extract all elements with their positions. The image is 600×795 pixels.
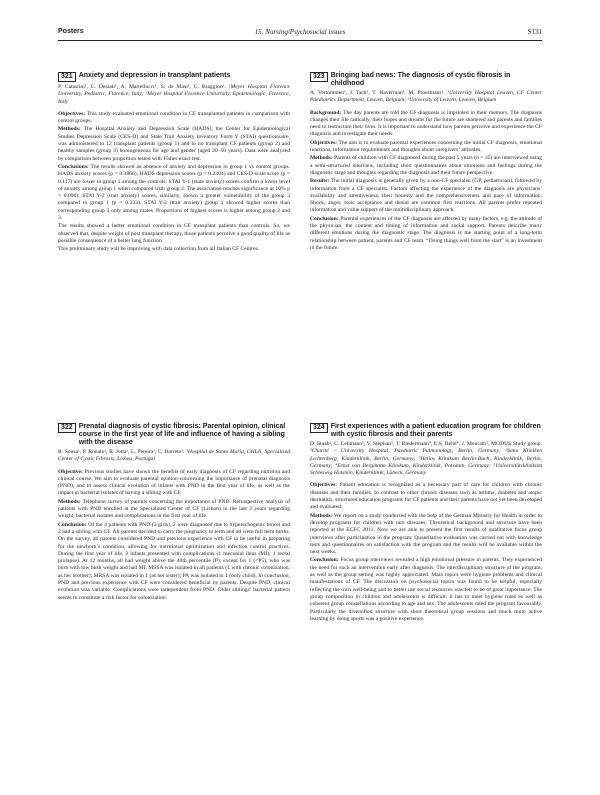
section-text: This study evaluated emotional condition in CF transplanted patients in comparison with control groups.: [58, 110, 290, 125]
abstract-affiliation: ¹University Hospital Leuven, CF Center Paediatrics Department, Leuven, Belgium; ²University of Leuven, Leuven, Belgium: [310, 90, 543, 104]
section-label: Conclusion:: [310, 557, 339, 564]
section-text: The aim is to evaluate parental experiences concerning the initial CF diagnosis, emotional reactions, information requirements and thoughts about caregivers’ attitudes.: [310, 139, 542, 154]
abstract-section: [310, 110, 542, 139]
page-header: [58, 28, 542, 40]
section-label: Objectives:: [58, 110, 86, 117]
section-label: Methods:: [58, 498, 81, 505]
section-text: The day parents are told the CF diagnosis is imprinted in their memory. The diagnosis changes their life radically, their hopes and dreams for the future are shattered and parents and families need to restructure their lives. It is important to understand how parents perceive and experience the CF diagnosis and investigate their needs.: [310, 109, 542, 138]
abstract-323: [310, 72, 542, 253]
abstract-authors: R. Sousa¹, P. Ronalo¹, R. Jotta¹, L. Pereira¹, C. Barreto¹. ¹Hospital de Santa Maria, CHLN, Specialized Center of Cystic Fibrosis, Lisboa, Portugal: [58, 449, 290, 463]
abstract-title: 323 Bringing bad news: The diagnosis of cystic fibrosis in childhood: [310, 72, 542, 88]
section-text: The initial diagnosis is generally given by a non-CF specialist (GP, pediatrician), followed by information from a CF specialist. Factors affecting the experience of the diagnosis are physicians’ availability and attentiveness, their honesty and the comprehensiveness and pace of information. Shock, anger, stoic acceptance and denial are common first reactions. All parents prefer repeated information and value support of the multidisciplinary approach.: [310, 178, 542, 214]
abstract-title: 322 Prenatal diagnosis of cystic fibrosis: Parental opinion, clinical course in the first year of life and influence of having a sibling with the disease: [58, 423, 290, 447]
abstract-322: [58, 423, 290, 603]
abstract-title: 321 Anxiety and depression in transplant patients: [58, 72, 290, 82]
abstract-affiliation: ¹Hospital de Santa Maria, CHLN, Specialized Center of Cystic Fibrosis, Lisboa, Portugal: [58, 449, 290, 463]
abstract-number: 324: [310, 423, 328, 433]
header-left: Posters: [58, 28, 84, 35]
abstract-section: [310, 178, 542, 214]
section-label: Methods:: [310, 512, 333, 519]
abstract-section: [58, 111, 290, 126]
abstract-section: [58, 223, 290, 245]
header-section: 15. Nursing/Psychosocial issues: [254, 28, 346, 36]
section-label: Objective:: [58, 468, 83, 475]
abstract-section: [58, 126, 290, 162]
abstract-number: 322: [58, 423, 76, 433]
abstract-section: [310, 513, 542, 557]
section-text: Of the 4 patients with PND (3 girls), 2 were diagnosed due to hyperechogenic bowel and 2 had a sibling with CF. All parents decided to carry the pregnancy to term and all were full term births. On the survey, all parents considered PND and previous experience with CF to be useful in preparing for the newborn’s condition, allowing for nutritional optimization and infection control practices. During the first year of life, 2 infants presented with complications (1 meconial ileus (MI); 1 rectal prolapse). At 12 months, all had weight above the 40th percentile (P), except for 1 (<P5), who was born with low birth weight and had MI. MSSA was isolated in all patients (1 with chronic colonization, as her brother); MRSA was isolated in 1 (as her sister); PA was isolated in 1 (only child). In conclusion, PND and previous experience with CF were considered beneficial by parents. Despite PND, clinical evolution was variable. Complications were independent from PND. Older siblings’ bacterial pattern seems to constitute a risk factor for colonization.: [58, 521, 291, 601]
abstract-section: [58, 469, 290, 498]
header-rule: [58, 40, 542, 41]
section-text: Parental experiences of the CF diagnosis are affected by many factors, e.g. the attitude of the physician, the content and timing of information and social support. Parents describe many different emotions during the diagnostic stage. The diagnosis is the starting point of a long-term relationship between patient, parents and CF team. “Doing things well from the start” is an investment in the future.: [310, 215, 542, 251]
abstract-affiliation: ¹Charité – University Hospital, Paediatric Pulmonology, Berlin, Germany; ²Sana Kliniken Lichtenberg, Kinderklinik, Berlin, Germany; ³Helios Klinikum Berlin-Buch, Kinderklinik, Berlin, Germany; ⁴Ernst von Bergmann Klinikum, Kinderklinik, Potsdam, Germany; ⁵Universitätsklinikum Schleswig Holstein, Kinderklinik, Lübeck, Germany: [310, 448, 542, 477]
abstract-324: [310, 423, 542, 624]
section-label: Conclusion:: [310, 215, 339, 222]
section-text: We report on a study conducted with the help of the German Ministry for Health in order to develop programs for children with rare diseases. Theoretical background and structure have been reported at the ECFC 2011. Now we are able to present the first results of qualitative focus group interviews after participation in the program. Quantitative evaluation was carried out with knowledge tests and questionnaires on satisfaction with the program and the results will be available within the next weeks.: [310, 512, 542, 556]
abstract-section: [58, 246, 290, 253]
abstract-section: [310, 482, 542, 511]
section-label: Objectives:: [310, 482, 338, 489]
section-text: The Hospital Anxiety and Depression Scale (HADS), the Center for Epidemiological Studies Depression Scale (CES-D) and State Trait Anxiety Inventory Form Y (STAI) questionnaire, was administered to 12 transplant patients (group 1) and to no transplant CF patients (group 2) and healthy samples (group 3) homogeneous for age and gender (aged 20–50 years). Data were analyzed by comparison between proportion tested with Fisher exact test.: [58, 126, 290, 162]
abstract-section: [310, 140, 542, 155]
page-number: S131: [527, 28, 542, 36]
section-text: Parents of children with CF diagnosed during the past 5 years (n = 35) are interviewed using a semi-structured interview, including short questionnaires about emotions and feelings during the diagnostic stage and thoughts regarding the diagnosis and their future perspective.: [310, 155, 543, 176]
section-text: The results showed a better emotional condition in CF transplant patients than controls. So, we observed that, despite weight of post transplant therapy, those patients perceive a good quality of life as possible consequence of a better lung function.: [58, 223, 290, 244]
section-label: Background:: [310, 109, 342, 116]
abstract-section: [58, 522, 290, 602]
section-text: Focus group interviews revealed a high emotional pressure in parents. They experienced the need for such an intervention early after diagnosis. The interdisciplinary structure of the program, as well as the group setting was highly appreciated. Main topics were hygiene problems and clinical manifestations of CF. The discussion on psychosocial topics was found to be helpful, especially reflecting the own well-being and to better use social resources was felt to be of great importance. The group composition in children and adolescents is difficult; it has to meet hygiene rules as well as coherent group constellations according to age and sex. The adolescents rated the program favourably. Particularly the diversified structure with short theoretical group sessions and much more active learning by doing sports was a positive experience.: [310, 557, 542, 622]
abstract-section: [310, 557, 542, 623]
section-label: Conclusion:: [58, 521, 87, 528]
abstract-section: [310, 155, 542, 177]
section-text: Patient education is recognized as a necessary part of care for children with chronic diseases and their families. In contrast to other chronic diseases such as asthma, diabetes and atopic dermatitis, structured education programs for CF patients and their parents have not yet been developed and evaluated.: [310, 482, 542, 511]
abstract-number: 323: [310, 72, 328, 82]
abstract-affiliation: ¹Meyer Hospital Florence University, Pediatric, Florence, Italy; ²Meyer Hospital Florence University, Epidemiologic, Florence, Italy: [58, 84, 290, 105]
section-label: Objectives:: [310, 139, 338, 146]
section-text: This preliminary study will be improving with data collection from all Italian CF Centres.: [58, 246, 260, 253]
section-label: Methods:: [310, 155, 333, 162]
abstract-section: [58, 499, 290, 521]
abstract-section: [58, 164, 290, 222]
abstract-number: 321: [58, 72, 76, 82]
section-label: Results:: [310, 178, 330, 185]
abstract-authors: P. Catastini¹, C. Desiati¹, A. Martellucci¹, S. de Masi², C. Braggion¹. ¹Meyer Hospital Florence University, Pediatric, Florence, Italy; ²Meyer Hospital Florence University, Epidemiologic, Florence, Italy: [58, 84, 290, 105]
abstract-title: 324 First experiences with a patient education program for children with cystic fibrosis and their parents: [310, 423, 542, 439]
abstract-321: [58, 72, 290, 255]
section-text: Telephone survey of parents concerning the importance of PND. Retrospective analysis of patients with PND enrolled at the Specialized Center of CF (Lisbon) in the last 2 years regarding weight, bacterial isolates and complications in the first year of life.: [58, 498, 290, 520]
abstract-authors: D. Staab¹, C. Lehmann², V. Stephan³, T. Biedermann⁴, E.S. Belié⁴, J. Mourath⁵, MODUS Study group. ¹Charité – University Hospital, Paediatric Pulmonology, Berlin, Germany; ²Sana Kliniken Lichtenberg, Kinderklinik, Berlin, Germany; ³Helios Klinikum Berlin-Buch, Kinderklinik, Berlin, Germany; ⁴Ernst von Bergmann Klinikum, Kinderklinik, Potsdam, Germany; ⁵Universitätsklinikum Schleswig Holstein, Kinderklinik, Lübeck, Germany: [310, 441, 542, 477]
abstract-section: [310, 216, 542, 252]
abstract-authors: A. Vertommen¹, J. Tack², T. Haverman³, M. Proesmans¹. ¹University Hospital Leuven, CF Center Paediatrics Department, Leuven, Belgium; ²University of Leuven, Leuven, Belgium: [310, 90, 543, 104]
section-label: Conclusions:: [58, 163, 89, 170]
section-text: Previous studies have shown the benefits of early diagnosis of CF regarding nutrition and clinical course. We aim to evaluate parental opinion concerning the importance of prenatal diagnosis (PND), and to assess clinical evolution of infants with PND in the first year of life, as well as the impact in bacterial isolates of having a sibling with CF.: [58, 468, 290, 497]
section-label: Methods:: [58, 126, 81, 133]
section-text: The results showed an absence of anxiety and depression in group 1 vs control groups. HADS anxiety scores (p = 0.3866), HADS depression scores (p = 0.2304) and CES-D scale score (p = 0.117) are lower in group 1 among the controls. STAI Y-1 (state anxiety) scores confirm a lower level of anxiety among group 1 when compared with group 3. The association reaches significance at 10% p = 0.096). STAI Y-2 (trait anxiety) scores, similarly, shown a greater vulnerability of the group 3 compared to group 1 (p = 0.333). STAI Y-2 (trait anxiety) group 1 showed higher scores than corresponding group 3 only among males. Proportions of highest scores is higher among group 2 and 3.: [58, 163, 290, 222]
